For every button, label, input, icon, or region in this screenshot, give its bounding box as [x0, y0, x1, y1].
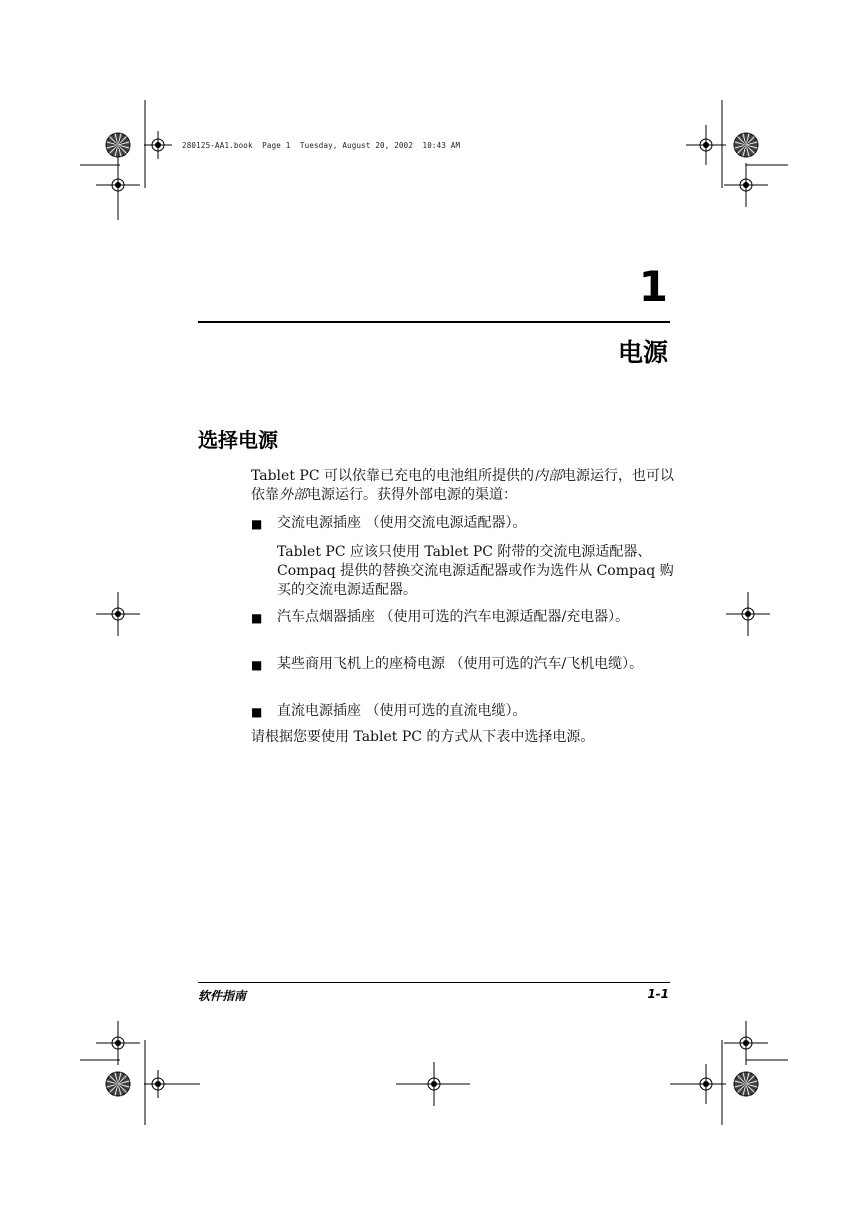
section-heading: 选择电源: [198, 428, 278, 452]
bullet-marker: ■: [251, 517, 263, 531]
intro-text-1: Tablet PC 可以依靠已充电的电池组所提供的: [251, 468, 534, 484]
bullet-item-aircraft-seat: 某些商用飞机上的座椅电源 （使用可选的汽车/飞机电缆）。: [277, 656, 644, 672]
footer-page-number: 1-1: [647, 987, 669, 1001]
footer-manual-title: 软件指南: [198, 989, 247, 1003]
registration-target: [144, 131, 172, 159]
registration-target: [96, 163, 140, 207]
intro-text-3: 电源运行。获得外部电源的渠道：: [307, 487, 517, 503]
registration-target: [96, 592, 140, 636]
registration-target: [412, 1062, 456, 1106]
footer-rule: [198, 982, 670, 983]
print-header: 280125-AA1.book Page 1 Tuesday, August 20, 2002 10:43 AM: [182, 141, 461, 150]
registration-target: [724, 1021, 768, 1065]
registration-target: [724, 163, 768, 207]
intro-text-2: 电源运行，也可以依靠: [251, 468, 674, 503]
intro-paragraph: [251, 467, 681, 505]
bullet-marker: ■: [251, 705, 263, 719]
registration-target: [144, 1070, 172, 1098]
registration-target: [96, 1021, 140, 1065]
registration-target: [726, 592, 770, 636]
chapter-title: 电源: [617, 338, 668, 367]
registration-target: [686, 125, 726, 165]
closing-paragraph: 请根据您要使用 Tablet PC 的方式从下表中选择电源。: [251, 729, 595, 745]
color-rosette: [734, 1072, 758, 1096]
registration-target: [686, 1064, 726, 1104]
chapter-rule: [198, 321, 670, 323]
intro-external-emphasis: 外部: [279, 487, 307, 503]
bullet-marker: ■: [251, 611, 263, 625]
color-rosette: [106, 1072, 130, 1096]
bullet-item-ac-outlet: 交流电源插座 （使用交流电源适配器）。: [277, 515, 527, 531]
intro-internal-emphasis: 内部: [533, 468, 562, 484]
bullet-marker: ■: [251, 658, 263, 672]
color-rosette: [106, 133, 130, 157]
bullet-item-dc-outlet: 直流电源插座 （使用可选的直流电缆）。: [277, 703, 527, 719]
adapter-note: Tablet PC 应该只使用 Tablet PC 附带的交流电源适配器、Compaq 提供的替换交流电源适配器或作为选件从 Compaq 购买的交流电源适配器。: [277, 544, 674, 598]
bullet-item-car-lighter: 汽车点烟器插座 （使用可选的汽车电源适配器/充电器）。: [277, 609, 630, 625]
chapter-number: 1: [638, 262, 668, 311]
color-rosette: [734, 133, 758, 157]
